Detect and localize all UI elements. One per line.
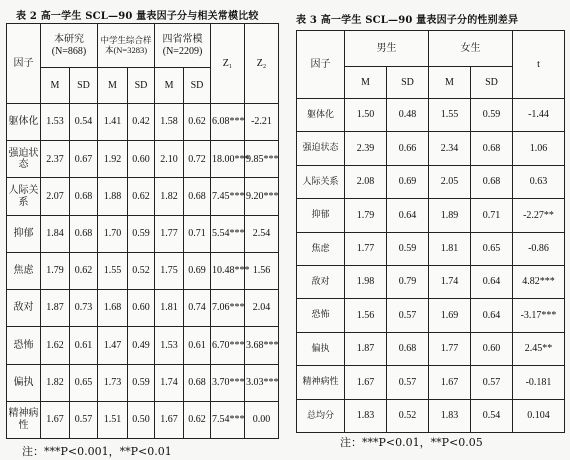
z1-cell: 3.70***: [211, 364, 245, 401]
table2: [6, 23, 279, 439]
m1-cell: 1.62: [41, 327, 70, 364]
table2-sd-header: SD: [128, 68, 155, 104]
table3-caption: 表 3 高一学生 SCL—90 量表因子分的性别差异: [296, 15, 519, 26]
factor-cell: 恐怖: [297, 299, 345, 332]
table2-group2-header: 中学生综合样本(N=3283): [98, 24, 155, 68]
factor-cell: 人际关系: [7, 178, 41, 215]
m2-cell: 2.05: [429, 165, 471, 198]
m1-cell: 1.53: [41, 104, 70, 141]
factor-cell: 人际关系: [297, 165, 345, 198]
t-cell: -0.181: [513, 366, 565, 399]
sd2-cell: 0.60: [128, 290, 155, 327]
sd2-cell: 0.65: [471, 232, 513, 265]
m3-cell: 1.82: [155, 178, 184, 215]
table3-m-header: M: [429, 67, 471, 99]
factor-cell: 偏执: [297, 332, 345, 365]
table-row: [297, 99, 565, 132]
sd1-cell: 0.65: [70, 364, 98, 401]
z1-cell: 7.54***: [211, 401, 245, 438]
m1-cell: 1.67: [345, 366, 387, 399]
factor-cell: 精神病性: [297, 366, 345, 399]
z2-cell: 9.85***: [245, 141, 279, 178]
sd3-cell: 0.72: [184, 141, 211, 178]
sd3-cell: 0.71: [184, 215, 211, 252]
table-row: [297, 299, 565, 332]
sd1-cell: 0.57: [387, 366, 429, 399]
table-row: [297, 232, 565, 265]
t-cell: -2.27**: [513, 199, 565, 232]
sd1-cell: 0.67: [70, 141, 98, 178]
t-cell: 1.06: [513, 132, 565, 165]
m1-cell: 1.50: [345, 99, 387, 132]
m2-cell: 1.70: [98, 215, 128, 252]
z2-cell: 2.54: [245, 215, 279, 252]
m2-cell: 1.47: [98, 327, 128, 364]
factor-cell: 强迫状态: [7, 141, 41, 178]
m3-cell: 1.75: [155, 252, 184, 289]
sd3-cell: 0.61: [184, 327, 211, 364]
table2-sd-header: SD: [70, 68, 98, 104]
z2-cell: 9.20***: [245, 178, 279, 215]
table3-sd-header: SD: [387, 67, 429, 99]
m2-cell: 1.88: [98, 178, 128, 215]
factor-cell: 敌对: [297, 265, 345, 298]
z2-cell: 0.00: [245, 401, 279, 438]
sd3-cell: 0.62: [184, 104, 211, 141]
sd1-cell: 0.79: [387, 265, 429, 298]
table2-z2-header: Z₂: [245, 24, 279, 104]
table2-m-header: M: [155, 68, 184, 104]
sd1-cell: 0.66: [387, 132, 429, 165]
m2-cell: 1.41: [98, 104, 128, 141]
sd1-cell: 0.64: [387, 199, 429, 232]
z2-cell: 3.68***: [245, 327, 279, 364]
m1-cell: 1.82: [41, 364, 70, 401]
z1-cell: 6.70***: [211, 327, 245, 364]
sd2-cell: 0.60: [128, 141, 155, 178]
sd2-cell: 0.60: [471, 332, 513, 365]
sd3-cell: 0.68: [184, 364, 211, 401]
table3: [296, 30, 565, 433]
sd2-cell: 0.57: [471, 366, 513, 399]
z2-cell: -2.21: [245, 104, 279, 141]
factor-cell: 焦虑: [297, 232, 345, 265]
table3-female-header: 女生: [429, 31, 513, 67]
sd2-cell: 0.54: [471, 399, 513, 432]
m1-cell: 2.39: [345, 132, 387, 165]
table-row: [297, 265, 565, 298]
z2-cell: 2.04: [245, 290, 279, 327]
sd2-cell: 0.59: [471, 99, 513, 132]
m3-cell: 2.10: [155, 141, 184, 178]
table-row: [7, 104, 279, 141]
m2-cell: 1.55: [98, 252, 128, 289]
sd3-cell: 0.62: [184, 401, 211, 438]
sd1-cell: 0.73: [70, 290, 98, 327]
t-cell: -3.17***: [513, 299, 565, 332]
factor-cell: 抑郁: [7, 215, 41, 252]
sd1-cell: 0.69: [387, 165, 429, 198]
m2-cell: 1.73: [98, 364, 128, 401]
m3-cell: 1.58: [155, 104, 184, 141]
sd3-cell: 0.69: [184, 252, 211, 289]
sd1-cell: 0.68: [387, 332, 429, 365]
z1-cell: 7.45***: [211, 178, 245, 215]
m2-cell: 1.92: [98, 141, 128, 178]
table2-m-header: M: [98, 68, 128, 104]
t-cell: 0.104: [513, 399, 565, 432]
table-row: [297, 199, 565, 232]
m3-cell: 1.74: [155, 364, 184, 401]
table-row: [7, 252, 279, 289]
table3-t-header: t: [513, 31, 565, 99]
m1-cell: 1.67: [41, 401, 70, 438]
table-row: [7, 401, 279, 438]
sd2-cell: 0.49: [128, 327, 155, 364]
z1-cell: 6.08***: [211, 104, 245, 141]
t-cell: -0.86: [513, 232, 565, 265]
sd2-cell: 0.42: [128, 104, 155, 141]
z1-cell: 10.48***: [211, 252, 245, 289]
m1-cell: 1.84: [41, 215, 70, 252]
table3-m-header: M: [345, 67, 387, 99]
sd2-cell: 0.52: [128, 252, 155, 289]
m2-cell: 1.77: [429, 332, 471, 365]
m1-cell: 1.79: [41, 252, 70, 289]
sd2-cell: 0.59: [128, 215, 155, 252]
sd2-cell: 0.62: [128, 178, 155, 215]
factor-cell: 精神病性: [7, 401, 41, 438]
table-row: [297, 399, 565, 432]
m2-cell: 1.83: [429, 399, 471, 432]
z1-cell: 5.54***: [211, 215, 245, 252]
z1-cell: 18.00***: [211, 141, 245, 178]
sd1-cell: 0.52: [387, 399, 429, 432]
sd1-cell: 0.48: [387, 99, 429, 132]
m1-cell: 1.77: [345, 232, 387, 265]
table2-note: 注：***P<0.001，**P<0.01: [22, 445, 172, 458]
table-row: [297, 366, 565, 399]
z1-cell: 7.06***: [211, 290, 245, 327]
table2-group1-header: 本研究(N=868): [41, 24, 98, 68]
table-row: [7, 327, 279, 364]
sd1-cell: 0.54: [70, 104, 98, 141]
sd2-cell: 0.59: [128, 364, 155, 401]
sd1-cell: 0.68: [70, 215, 98, 252]
m2-cell: 1.89: [429, 199, 471, 232]
m3-cell: 1.81: [155, 290, 184, 327]
factor-cell: 总均分: [297, 399, 345, 432]
m2-cell: 2.34: [429, 132, 471, 165]
m3-cell: 1.67: [155, 401, 184, 438]
table-row: [297, 132, 565, 165]
m1-cell: 1.83: [345, 399, 387, 432]
sd1-cell: 0.62: [70, 252, 98, 289]
m2-cell: 1.74: [429, 265, 471, 298]
table-row: [7, 215, 279, 252]
m1-cell: 1.87: [345, 332, 387, 365]
m2-cell: 1.55: [429, 99, 471, 132]
sd1-cell: 0.57: [70, 401, 98, 438]
m2-cell: 1.51: [98, 401, 128, 438]
m2-cell: 1.81: [429, 232, 471, 265]
m1-cell: 1.87: [41, 290, 70, 327]
factor-cell: 敌对: [7, 290, 41, 327]
table2-group3-header: 四省常模(N=2209): [155, 24, 211, 68]
table3-male-header: 男生: [345, 31, 429, 67]
z2-cell: 3.03***: [245, 364, 279, 401]
table2-m-header: M: [41, 68, 70, 104]
t-cell: 0.63: [513, 165, 565, 198]
sd3-cell: 0.68: [184, 178, 211, 215]
sd2-cell: 0.64: [471, 299, 513, 332]
sd1-cell: 0.57: [387, 299, 429, 332]
z2-cell: 1.56: [245, 252, 279, 289]
sd2-cell: 0.64: [471, 265, 513, 298]
sd1-cell: 0.61: [70, 327, 98, 364]
m1-cell: 2.37: [41, 141, 70, 178]
factor-cell: 躯体化: [7, 104, 41, 141]
sd3-cell: 0.74: [184, 290, 211, 327]
sd1-cell: 0.59: [387, 232, 429, 265]
t-cell: 4.82***: [513, 265, 565, 298]
table2-factor-header: 因子: [7, 24, 41, 104]
sd2-cell: 0.68: [471, 165, 513, 198]
factor-cell: 焦虑: [7, 252, 41, 289]
m2-cell: 1.68: [98, 290, 128, 327]
m2-cell: 1.69: [429, 299, 471, 332]
table-row: [297, 332, 565, 365]
m1-cell: 2.08: [345, 165, 387, 198]
m1-cell: 1.56: [345, 299, 387, 332]
m2-cell: 1.67: [429, 366, 471, 399]
m1-cell: 1.98: [345, 265, 387, 298]
sd1-cell: 0.68: [70, 178, 98, 215]
m3-cell: 1.53: [155, 327, 184, 364]
t-cell: -1.44: [513, 99, 565, 132]
factor-cell: 躯体化: [297, 99, 345, 132]
t-cell: 2.45**: [513, 332, 565, 365]
table2-sd-header: SD: [184, 68, 211, 104]
factor-cell: 强迫状态: [297, 132, 345, 165]
table-row: [7, 290, 279, 327]
table-row: [7, 141, 279, 178]
table3-note: 注：***P<0.01，**P<0.05: [340, 436, 483, 449]
table-row: [7, 364, 279, 401]
m1-cell: 2.07: [41, 178, 70, 215]
sd2-cell: 0.71: [471, 199, 513, 232]
sd2-cell: 0.50: [128, 401, 155, 438]
factor-cell: 恐怖: [7, 327, 41, 364]
table-row: [297, 165, 565, 198]
factor-cell: 抑郁: [297, 199, 345, 232]
table3-sd-header: SD: [471, 67, 513, 99]
m3-cell: 1.77: [155, 215, 184, 252]
factor-cell: 偏执: [7, 364, 41, 401]
table2-z1-header: Z₁: [211, 24, 245, 104]
m1-cell: 1.79: [345, 199, 387, 232]
table3-factor-header: 因子: [297, 31, 345, 99]
sd2-cell: 0.68: [471, 132, 513, 165]
table-row: [7, 178, 279, 215]
table2-caption: 表 2 高一学生 SCL—90 量表因子分与相关常模比较: [16, 11, 259, 22]
